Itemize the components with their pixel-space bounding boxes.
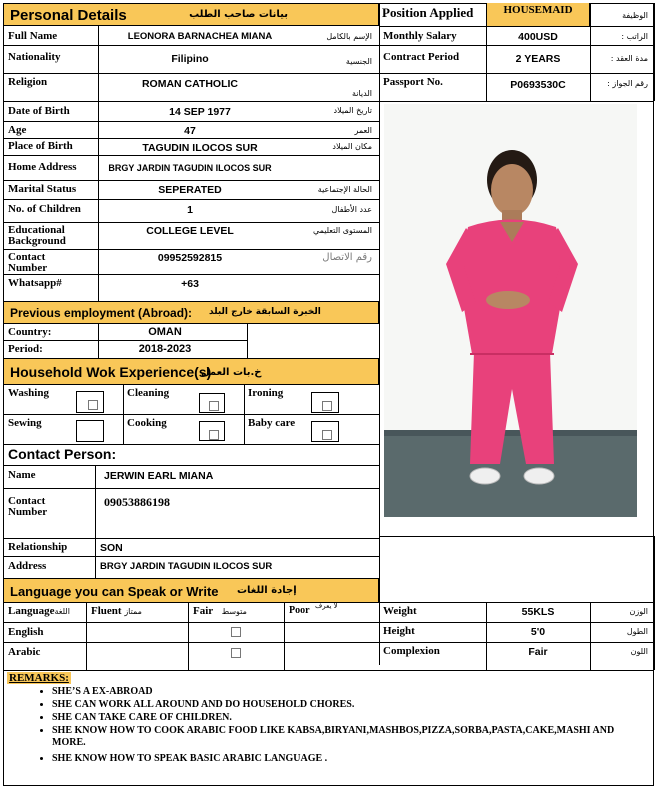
full-name-value: LEONORA BARNACHEA MIANA [127, 31, 273, 42]
cleaning-checkbox[interactable] [209, 401, 219, 411]
full-name-ar: الإسم بالكامل [326, 32, 372, 41]
position-value: HOUSEMAID [503, 4, 573, 16]
applicant-photo-drawing [384, 104, 637, 517]
marital-status-ar: الحالة الإجتماعية [317, 185, 372, 194]
remarks-list [30, 686, 640, 765]
monthly-salary-value: 400USD [518, 31, 558, 43]
monthly-salary-ar: الراتب : [621, 32, 648, 41]
household-item-babycare: Baby care [248, 417, 296, 429]
contact-name-value: JERWIN EARL MIANA [104, 470, 214, 482]
height-ar: الطول [626, 627, 648, 636]
sewing-checkbox-frame [76, 420, 104, 442]
whatsapp-value: +63 [181, 278, 199, 290]
household-item-cooking: Cooking [127, 417, 167, 429]
education-value: COLLEGE LEVEL [146, 225, 234, 237]
col-fluent-label: Fluent [91, 605, 122, 617]
household-title: Household Wok Experience(s) [10, 364, 212, 380]
period-value: 2018-2023 [138, 343, 192, 355]
place-of-birth-ar: مكان الميلاد [332, 142, 372, 151]
col-poor-label: Poor [289, 605, 310, 616]
left-col-right-edge [379, 3, 380, 665]
remarks-title: REMARKS: [9, 672, 69, 684]
remark-item: • SHE CAN WORK ALL AROUND AND DO HOUSEHOLD CHORES. [52, 699, 640, 711]
marital-status-label: Marital Status [8, 183, 77, 195]
language-row-arabic: Arabic [8, 646, 41, 658]
nationality-label: Nationality [8, 51, 61, 63]
col-fair-label-ar: متوسط [221, 607, 247, 616]
language-col-header [8, 605, 70, 617]
contact-number-label: Contact Number [8, 251, 48, 274]
household-item-washing: Washing [8, 387, 49, 399]
contract-period-value: 2 YEARS [515, 53, 561, 65]
col-fair-label: Fair [193, 605, 213, 617]
contact-person-title: Contact Person: [8, 446, 117, 462]
personal-details-title: Personal Details [10, 7, 127, 24]
position-ar: الوظيفة [622, 11, 648, 20]
nationality-ar: الجنسية [345, 57, 372, 66]
col-language-label-ar: اللغة [54, 607, 70, 616]
previous-employment-title: Previous employment (Abroad): [10, 306, 193, 320]
remark-item: • SHE KNOW HOW TO SPEAK BASIC ARABIC LANGUAGE . [52, 753, 640, 765]
previous-employment-title-ar: الخبرة السابقة خارج البلد [209, 307, 321, 317]
education-ar: المستوى التعليمي [312, 226, 372, 235]
cooking-checkbox[interactable] [209, 430, 219, 440]
complexion-ar: اللون [630, 647, 648, 656]
previous-employment-header [3, 301, 379, 324]
relationship-value: SON [100, 542, 123, 554]
contact-name-label: Name [8, 469, 36, 481]
place-of-birth-value: TAGUDIN ILOCOS SUR [142, 142, 258, 154]
address-label: Address [8, 560, 47, 572]
remark-item: • SHE KNOW HOW TO COOK ARABIC FOOD LIKE KABSA,BIRYANI,MASHBOS,PIZZA,SORBA,PASTA,CAKE,MASHI AND MORE. [52, 725, 640, 749]
children-ar: عدد الأطفال [331, 205, 372, 214]
weight-ar: الوزن [629, 607, 648, 616]
household-item-sewing: Sewing [8, 417, 42, 429]
col-language-label: Language [8, 605, 55, 617]
personal-details-header [3, 3, 379, 26]
monthly-salary-label: Monthly Salary [383, 30, 457, 42]
nationality-value: Filipino [171, 53, 209, 65]
home-address-value: BRGY JARDIN TAGUDIN ILOCOS SUR [108, 163, 272, 173]
contract-period-label: Contract Period [383, 51, 460, 63]
col-fluent-label-ar: ممتاز [124, 607, 142, 616]
fair-col-header [193, 605, 247, 617]
ironing-checkbox[interactable] [322, 401, 332, 411]
fluent-col-header [91, 605, 142, 617]
position-applied-label: Position Applied [382, 5, 474, 20]
relationship-label: Relationship [8, 541, 68, 553]
country-value: OMAN [148, 326, 182, 338]
language-row-english: English [8, 626, 44, 638]
contact-person-number-label: Contact Number [8, 495, 48, 518]
dob-value: 14 SEP 1977 [169, 106, 231, 118]
religion-label: Religion [8, 76, 48, 88]
place-of-birth-label: Place of Birth [8, 140, 73, 152]
poor-col-header [289, 602, 338, 616]
weight-value: 55KLS [521, 606, 555, 618]
english-fair-checkbox[interactable] [231, 627, 241, 637]
passport-ar: رقم الجواز : [607, 79, 648, 88]
household-header [3, 358, 379, 385]
dob-label: Date of Birth [8, 105, 70, 117]
home-address-label: Home Address [8, 161, 77, 173]
complexion-value: Fair [528, 646, 548, 658]
applicant-photo [384, 104, 637, 517]
remark-item: • SHE’S A EX-ABROAD [52, 686, 640, 698]
language-title: Language you can Speak or Write [10, 584, 219, 599]
language-title-ar: إجادة اللغات [237, 585, 297, 596]
address-value: BRGY JARDIN TAGUDIN ILOCOS SUR [100, 561, 273, 572]
religion-value: ROMAN CATHOLIC [141, 78, 239, 90]
left-col-divider [98, 26, 99, 301]
contact-number-ar: رقم الاتصال [322, 252, 372, 263]
household-item-ironing: Ironing [248, 387, 284, 399]
dob-ar: تاريخ الميلاد [333, 106, 372, 115]
contract-period-ar: مدة العقد : [610, 54, 648, 63]
passport-value: P0693530C [510, 79, 566, 91]
country-label: Country: [8, 326, 52, 338]
contact-number-value: 09952592815 [157, 252, 223, 264]
full-name-label: Full Name [8, 30, 58, 42]
children-label: No. of Children [8, 203, 81, 215]
remark-item: • SHE CAN TAKE CARE OF CHILDREN. [52, 712, 640, 724]
household-item-cleaning: Cleaning [127, 387, 170, 399]
personal-details-title-ar: بيانات صاحب الطلب [189, 9, 288, 20]
children-value: 1 [187, 204, 193, 216]
height-value: 5'0 [530, 626, 546, 638]
contact-person-number-value: 09053886198 [104, 495, 170, 509]
weight-label: Weight [383, 605, 417, 617]
complexion-label: Complexion [383, 645, 440, 657]
babycare-checkbox[interactable] [322, 430, 332, 440]
age-ar: العمر [354, 126, 372, 135]
arabic-fair-checkbox[interactable] [231, 648, 241, 658]
religion-ar: الديانة [351, 89, 372, 98]
education-label: Educational Background [8, 224, 66, 247]
passport-label: Passport No. [383, 76, 443, 88]
whatsapp-label: Whatsapp# [8, 277, 62, 289]
age-value: 47 [184, 125, 196, 137]
household-title-ar: خ.بات العمل [201, 367, 262, 378]
washing-checkbox[interactable] [88, 400, 98, 410]
period-label: Period: [8, 343, 43, 355]
language-header [3, 578, 379, 603]
height-label: Height [383, 625, 415, 637]
age-label: Age [8, 124, 27, 136]
marital-status-value: SEPERATED [158, 184, 222, 196]
col-poor-label-ar: لا يعرف [315, 602, 338, 610]
